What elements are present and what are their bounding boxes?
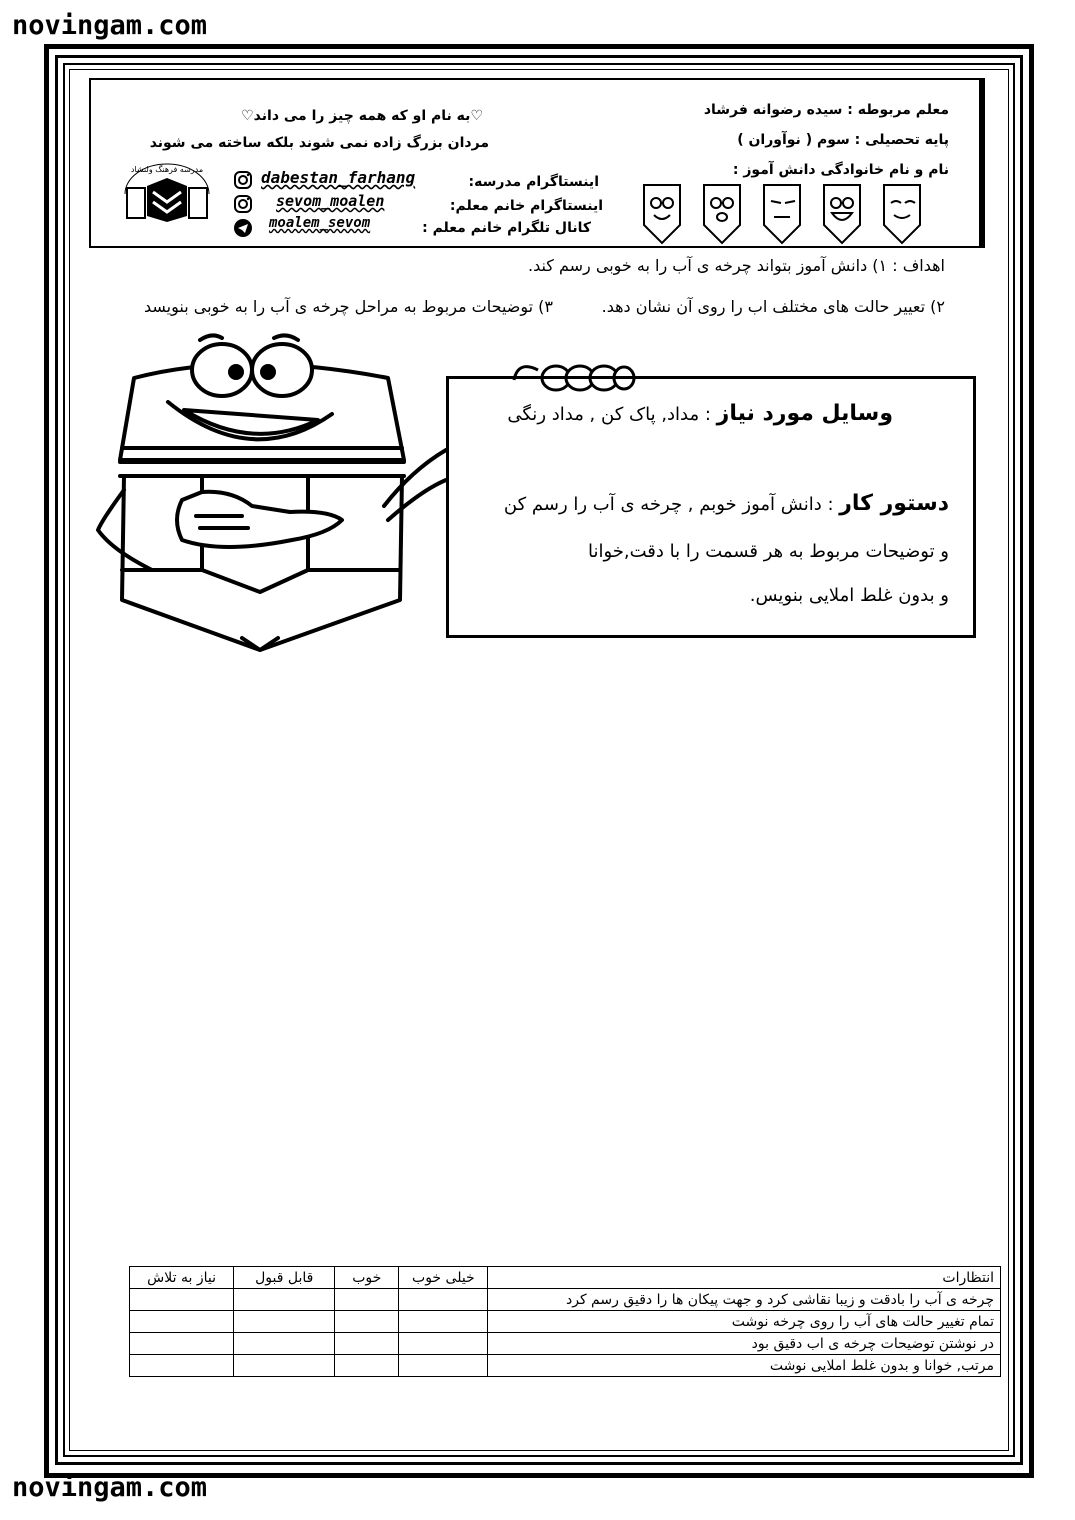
pencil-faces-illustration — [631, 176, 931, 246]
grade-cell[interactable] — [335, 1333, 399, 1355]
watermark-bottom: novingam.com — [12, 1472, 208, 1503]
school-instagram-label: اینستاگرام مدرسه: — [468, 174, 599, 190]
grade-cell[interactable] — [335, 1355, 399, 1377]
student-name-label: نام و نام خانوادگی دانش آموز : — [732, 162, 949, 178]
grade-cell[interactable] — [130, 1289, 234, 1311]
instruction-value: : دانش آموز خوبم , چرخه ی آب را رسم کن — [503, 494, 834, 515]
col-header-very-good: خیلی خوب — [399, 1267, 488, 1289]
tools-value: : مداد, پاک کن , مداد رنگی — [507, 404, 711, 425]
watermark-top: novingam.com — [12, 10, 208, 41]
grade-cell[interactable] — [130, 1333, 234, 1355]
col-header-needs-effort: نیاز به تلاش — [130, 1267, 234, 1289]
goal-2: ۲) تعییر حالت های مختلف اب را روی آن نشان دهد. — [601, 297, 945, 316]
goal-1: اهداف : ۱) دانش آموز بتواند چرخه ی آب را به خوبی رسم کند. — [527, 256, 945, 275]
table-row — [130, 1333, 1001, 1355]
grade-cell[interactable] — [234, 1333, 335, 1355]
instruction-line-1 — [504, 491, 949, 516]
teacher-telegram-handle[interactable]: moalem_sevom — [269, 215, 371, 231]
heart-icon: ♡ — [241, 108, 254, 124]
criterion: مرتب, خوانا و بدون غلط املایی نوشت — [488, 1355, 1001, 1377]
grade-cell[interactable] — [399, 1355, 488, 1377]
basmala-line: ♡به نام او که همه چیز را می داند♡ — [241, 108, 483, 124]
grade-cell[interactable] — [130, 1355, 234, 1377]
telegram-icon — [233, 218, 253, 242]
table-row — [130, 1311, 1001, 1333]
criterion: در نوشتن توضیحات چرخه ی اب دقیق بود — [488, 1333, 1001, 1355]
tools-label: وسایل مورد نیاز — [716, 401, 893, 426]
school-instagram-handle[interactable]: dabestan_farhang — [261, 168, 416, 187]
grade-cell[interactable] — [234, 1355, 335, 1377]
grade-cell[interactable] — [335, 1311, 399, 1333]
table-header-row — [130, 1267, 1001, 1289]
worksheet-header — [89, 78, 985, 248]
grade-cell[interactable] — [399, 1289, 488, 1311]
grade: پایه تحصیلی : سوم ( نوآوران ) — [737, 132, 949, 148]
motto: مردان بزرگ زاده نمی شوند بلکه ساخته می شوند — [149, 135, 489, 151]
col-header-good: خوب — [335, 1267, 399, 1289]
teacher-name: معلم مربوطه : سیده رضوانه فرشاد — [703, 102, 949, 118]
instruction-line-3: و بدون غلط املایی بنویس. — [749, 585, 949, 606]
instagram-icon — [233, 170, 253, 194]
table-row — [130, 1289, 1001, 1311]
teacher-instagram-handle[interactable]: sevom_moalen — [276, 192, 385, 210]
grade-cell[interactable] — [234, 1289, 335, 1311]
teacher-instagram-label: اینستاگرام خانم معلم: — [449, 198, 603, 214]
pencil-mascot-illustration — [92, 330, 462, 660]
school-logo-icon — [117, 158, 217, 226]
instruction-line-2: و توضیحات مربوط به هر قسمت را با دقت,خوانا — [587, 541, 949, 562]
criterion: چرخه ی آب را بادقت و زیبا نقاشی کرد و جهت پیکان ها را دقیق رسم کرد — [488, 1289, 1001, 1311]
instruction-label: دستور کار — [839, 491, 949, 516]
heart-icon: ♡ — [470, 108, 483, 124]
criterion: تمام تغییر حالت های آب را روی چرخه نوشت — [488, 1311, 1001, 1333]
svg-text:مدرسه فرهنگ ولنشاد: مدرسه فرهنگ ولنشاد — [130, 165, 204, 174]
grade-cell[interactable] — [130, 1311, 234, 1333]
inner-border — [69, 69, 1009, 1451]
col-header-expectations: انتظارات — [488, 1267, 1001, 1289]
grade-cell[interactable] — [234, 1311, 335, 1333]
grade-cell[interactable] — [335, 1289, 399, 1311]
goal-3: ۳) توضیحات مربوط به مراحل چرخه ی آب را به خوبی بنویسد — [143, 297, 553, 316]
rubric-table — [129, 1266, 1001, 1377]
table-row — [130, 1355, 1001, 1377]
grade-cell[interactable] — [399, 1311, 488, 1333]
teacher-telegram-label: کانال تلگرام خانم معلم : — [422, 220, 591, 236]
col-header-acceptable: قابل قبول — [234, 1267, 335, 1289]
instagram-icon — [233, 194, 253, 218]
tools-line — [507, 401, 893, 426]
instruction-card — [446, 376, 976, 638]
grade-cell[interactable] — [399, 1333, 488, 1355]
